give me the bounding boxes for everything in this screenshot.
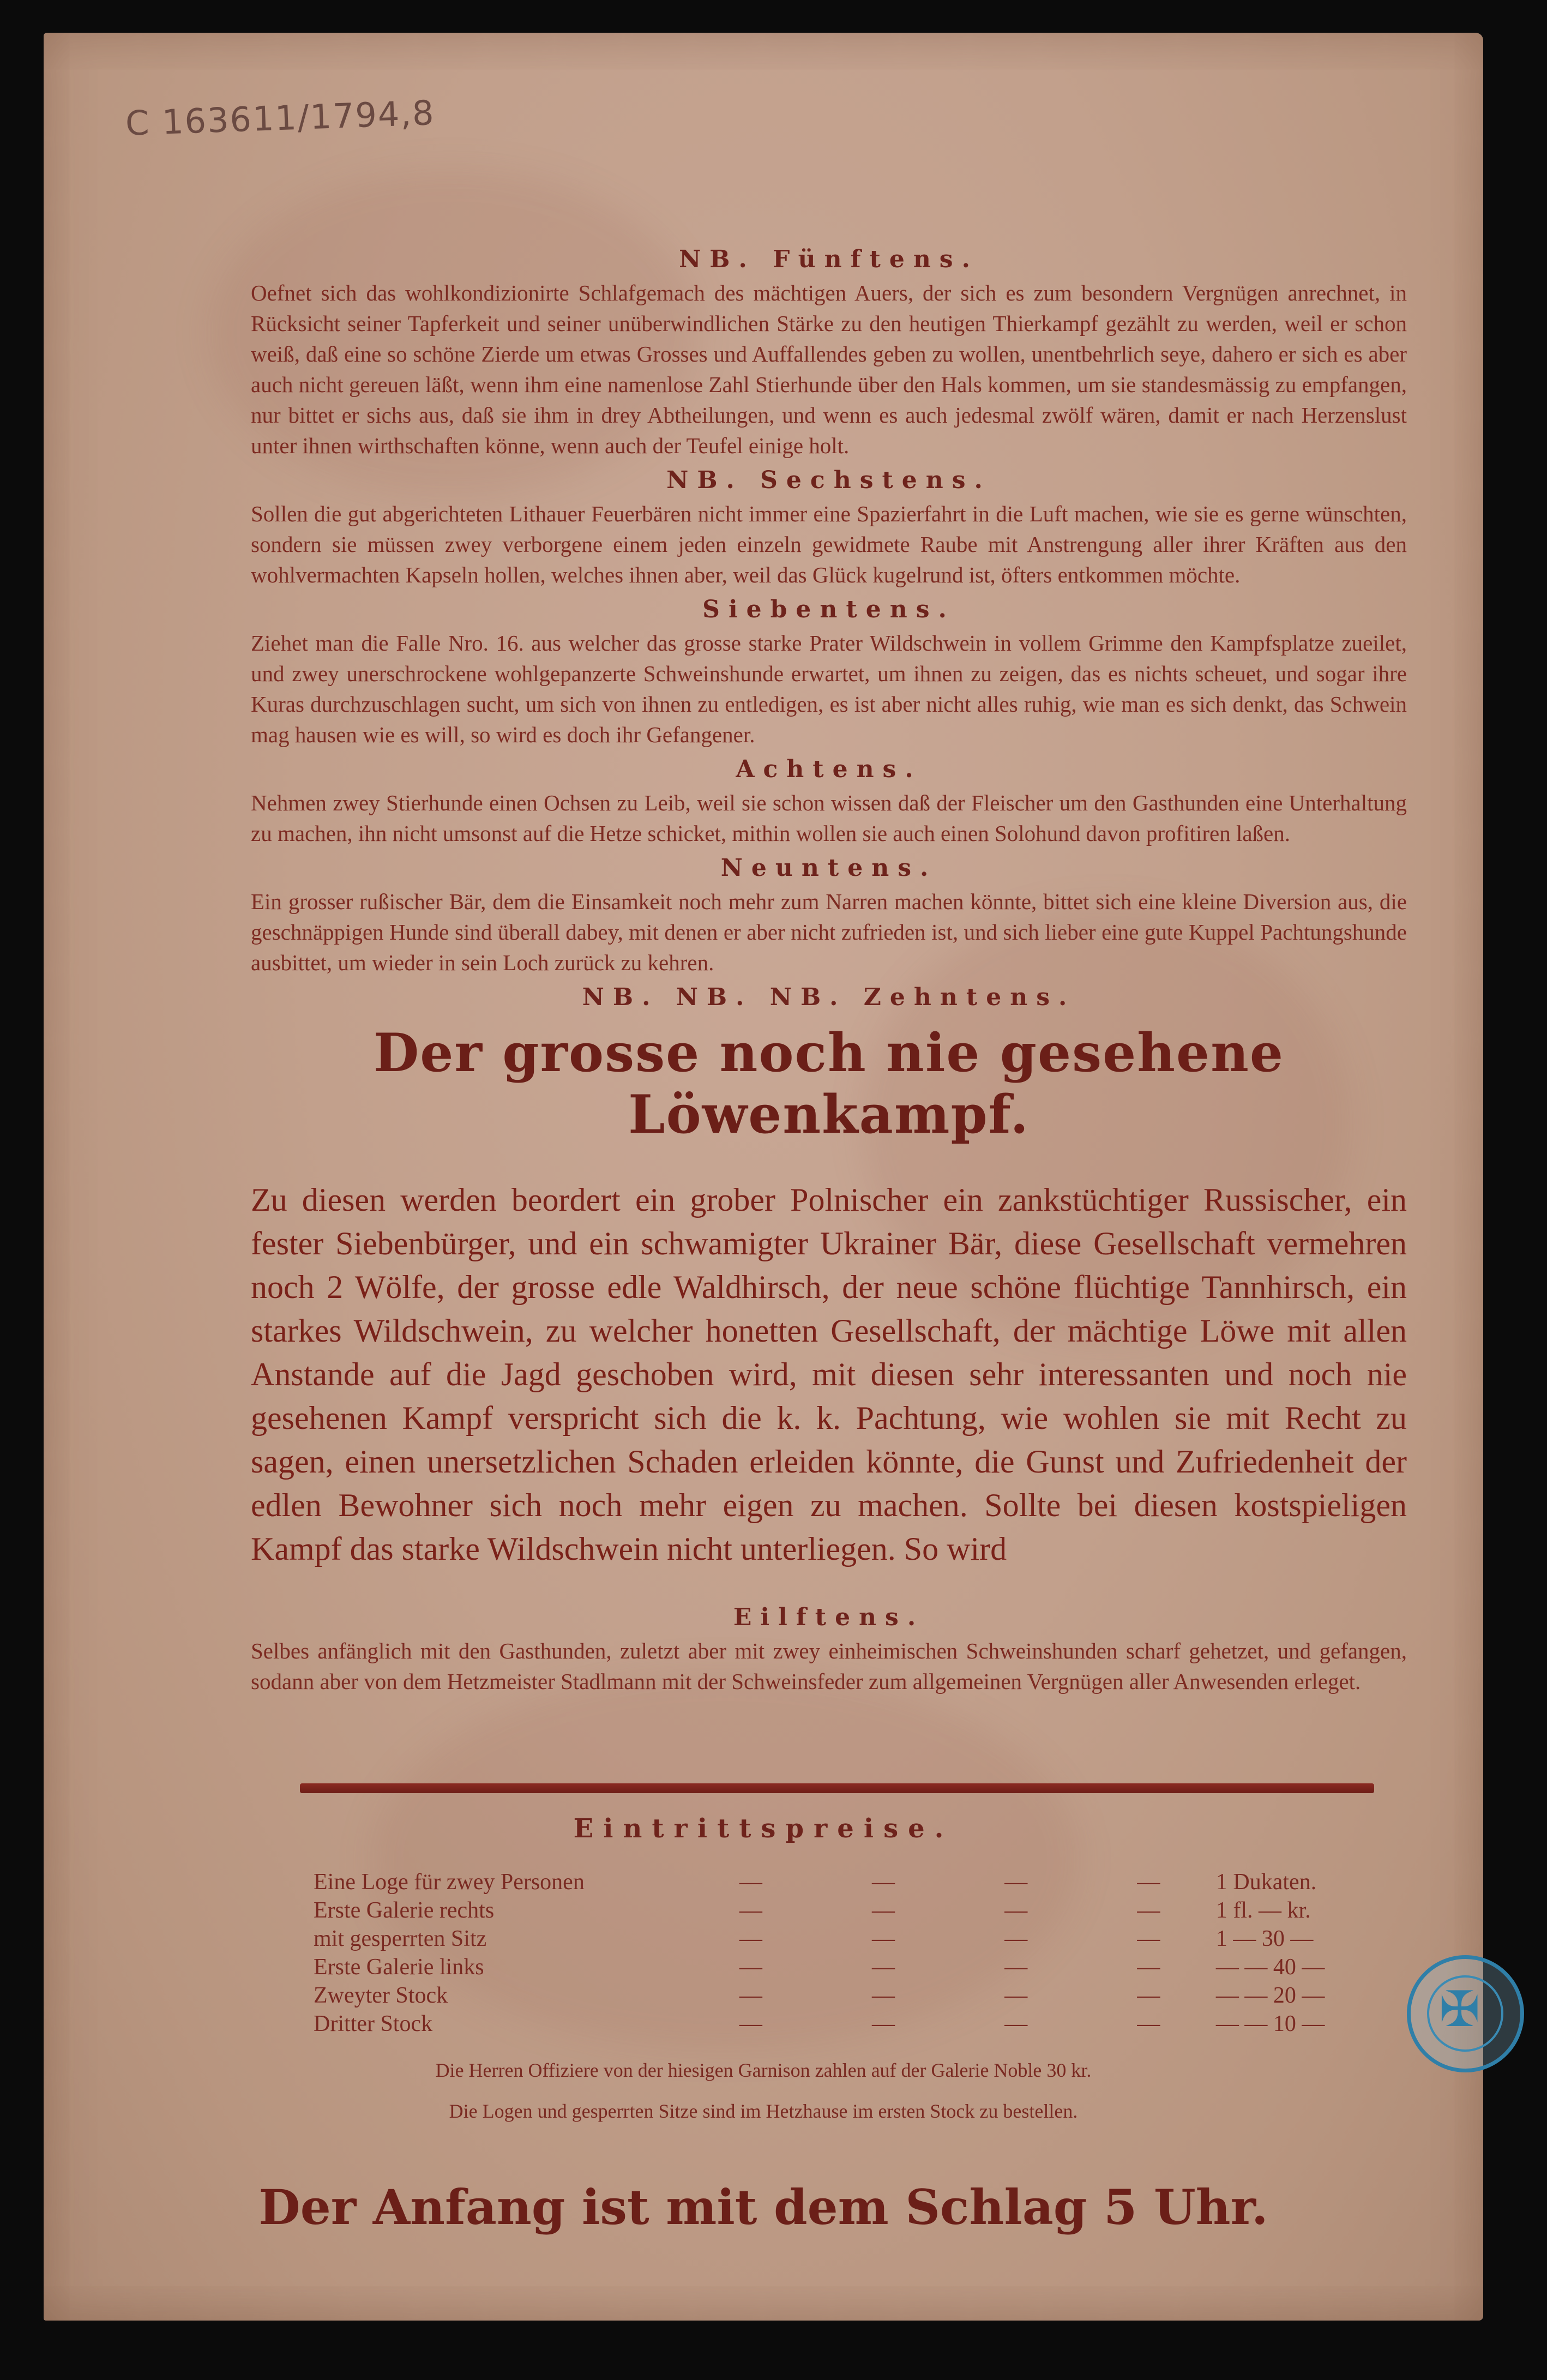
price-value: — — 20 —: [1215, 1983, 1325, 2008]
price-dash: —: [1137, 1955, 1163, 1980]
price-value: 1 Dukaten.: [1215, 1870, 1317, 1895]
officers-note: Die Herren Offiziere von der hiesigen Garnison zahlen auf der Galerie Noble 30 kr.: [435, 2059, 1092, 2081]
price-dash: —: [1004, 2011, 1030, 2036]
price-dash: —: [1137, 1926, 1163, 1951]
section-text: Ein grosser rußischer Bär, dem die Einsamkeit noch mehr zum Narren machen könnte, bittet sich eine kleine Diversion aus, die geschnäppigen Hunde sind überall dabey, mit denen er aber nicht zufrieden ist, und sich lieber eine gute Kuppel Pachtungshunde ausbittet, um wieder in sein Loch zurück zu kehren.: [251, 889, 1407, 975]
price-category: Zweyter Stock: [314, 1983, 448, 2008]
price-dash: —: [872, 2011, 898, 2036]
eagle-stamp-icon: ✠: [1439, 1981, 1480, 2038]
price-row: [314, 1896, 1377, 1925]
start-notice: Der Anfang ist mit dem Schlag 5 Uhr.: [258, 2179, 1268, 2235]
price-dash: —: [1137, 1898, 1163, 1923]
section-eighth: [251, 755, 1407, 849]
divider-rule: [300, 1783, 1374, 1793]
price-dash: —: [739, 1983, 765, 2008]
price-value: — — 40 —: [1215, 1955, 1325, 1980]
price-table: [314, 1868, 1377, 2038]
price-dash: —: [872, 1955, 898, 1980]
price-dash: —: [1004, 1926, 1030, 1951]
section-text: Nehmen zwey Stierhunde einen Ochsen zu Leib, weil sie schon wissen daß der Fleischer um den Gasthunden eine Unterhaltung zu machen, ihn nicht umsonst auf die Hetze schicket, mithin wollen sie auch einen Solohund davon profitiren laßen.: [251, 790, 1407, 846]
section-title: Siebentens.: [702, 596, 955, 623]
section-title: Neuntens.: [720, 854, 937, 882]
price-dash: —: [1004, 1898, 1030, 1923]
section-text: Selbes anfänglich mit den Gasthunden, zuletzt aber mit zwey einheimischen Schweinshunden scharf gehetzet, und gefangen, sodann aber von dem Hetzmeister Stadlmann mit der Schweinsfeder zum allgemeinen Vergnügen aller Anwesenden erleget.: [251, 1638, 1407, 1694]
archive-shelfmark: C 163611/1794,8: [124, 93, 436, 143]
price-dash: —: [739, 1870, 765, 1895]
price-category: Erste Galerie links: [314, 1955, 484, 1980]
price-row: [314, 2010, 1377, 2038]
price-category: Eine Loge für zwey Personen: [314, 1870, 585, 1895]
price-row: [314, 1868, 1377, 1896]
price-dash: —: [1137, 1870, 1163, 1895]
price-category: Dritter Stock: [314, 2011, 433, 2036]
price-dash: —: [1004, 1983, 1030, 2008]
document-body: [251, 240, 1407, 1699]
price-dash: —: [872, 1870, 898, 1895]
section-title: NB. Sechstens.: [666, 466, 991, 494]
library-seal: [1407, 1955, 1524, 2072]
price-dash: —: [1137, 1983, 1163, 2008]
document-sheet: [44, 33, 1483, 2321]
section-title: Eilftens.: [733, 1603, 925, 1631]
price-row: [314, 1925, 1377, 1953]
price-value: 1 fl. — kr.: [1215, 1898, 1311, 1923]
price-category: Erste Galerie rechts: [314, 1898, 495, 1923]
price-dash: —: [739, 1926, 765, 1951]
price-dash: —: [739, 1898, 765, 1923]
headline: Der grosse noch nie gesehene Löwenkampf.: [374, 1022, 1284, 1145]
price-value: — — 10 —: [1215, 2011, 1325, 2036]
section-text: Ziehet man die Falle Nro. 16. aus welcher das grosse starke Prater Wildschwein in vollem Grimme den Kampfsplatze zueilet, und zwey unerschrockene wohlgepanzerte Schweinshunde erwartet, um ihnen zu zeigen, das es nichts scheuet, und sogar ihre Kuras durchzuschlagen sucht, um sich von ihnen zu entledigen, es ist aber nicht alles ruhig, wie man es sich denkt, das Schwein mag hausen wie es will, so wird es doch ihr Gefangener.: [251, 630, 1407, 747]
price-dash: —: [872, 1983, 898, 2008]
section-eleventh: [251, 1603, 1407, 1697]
section-ninth: [251, 854, 1407, 978]
price-dash: —: [739, 1955, 765, 1980]
section-title: NB. NB. NB. Zehntens.: [582, 983, 1076, 1011]
price-dash: —: [1004, 1955, 1030, 1980]
prices-title: Eintrittspreise.: [573, 1813, 954, 1844]
price-value: 1 — 30 —: [1215, 1926, 1314, 1951]
section-text: Zu diesen werden beordert ein grober Polnischer ein zankstüchtiger Russischer, ein fester Siebenbürger, und ein schwamigter Ukrainer Bär, diese Gesellschaft vermehren noch 2 Wölfe, der grosse edle Waldhirsch, der neue schöne flüchtige Tannhirsch, ein starkes Wildschwein, zu welcher honetten Gesellschaft, der mächtige Löwe mit allen Anstande auf die Jagd geschoben wird, mit diesen sehr interessanten und noch nie gesehenen Kampf verspricht sich die k. k. Pachtung, wie wohlen sie mit Recht zu sagen, einen unersetzlichen Schaden erleiden könnte, die Gunst und Zufriedenheit der edlen Bewohner sich noch mehr eigen zu machen. Sollte bei diesen kostspieligen Kampf das starke Wildschwein nicht unterliegen. So wird: [251, 1182, 1407, 1567]
section-text: Oefnet sich das wohlkondizionirte Schlafgemach des mächtigen Auers, der sich es zum besondern Vergnügen anrechnet, in Rücksicht seiner Tapferkeit und seiner unüberwindlichen Stärke zu den heutigen Thierkampf gezählt zu werden, weil er schon weiß, daß eine so schöne Zierde um etwas Grosses und Auffallendes geben zu wollen, unentbehrlich seye, dahero er sich es aber auch nicht gereuen läßt, wenn ihm eine namenlose Zahl Stierhunde über den Hals kommen, um sie standesmässig zu empfangen, nur bittet er sichs aus, daß sie ihm in drey Abtheilungen, und wenn es auch jedesmal zwölf wären, damit er nach Herzenslust unter ihnen wirthschaften könne, wenn auch der Teufel einige holt.: [251, 280, 1407, 458]
price-dash: —: [739, 2011, 765, 2036]
section-tenth: [251, 983, 1407, 1571]
section-fifth: [251, 245, 1407, 461]
booking-note: Die Logen und gesperrten Sitze sind im Hetzhause im ersten Stock zu bestellen.: [449, 2100, 1078, 2122]
section-seventh: [251, 596, 1407, 750]
price-dash: —: [872, 1898, 898, 1923]
section-title: Achtens.: [736, 755, 922, 783]
price-dash: —: [1004, 1870, 1030, 1895]
price-dash: —: [1137, 2011, 1163, 2036]
section-sixth: [251, 466, 1407, 590]
section-text: Sollen die gut abgerichteten Lithauer Feuerbären nicht immer eine Spazierfahrt in die Luft machen, wie sie es gerne wünschten, sondern sie müssen zwey verborgene einem jeden einzeln gewidmete Raube mit Anstrengung aller ihrer Kräften aus den wohlvermachten Kapseln hollen, welches ihnen aber, weil das Glück kugelrund ist, öfters entkommen möchte.: [251, 501, 1407, 587]
section-title: NB. Fünftens.: [679, 245, 979, 273]
price-row: [314, 1981, 1377, 2010]
price-row: [314, 1953, 1377, 1981]
price-category: mit gesperrten Sitz: [314, 1926, 487, 1951]
price-dash: —: [872, 1926, 898, 1951]
